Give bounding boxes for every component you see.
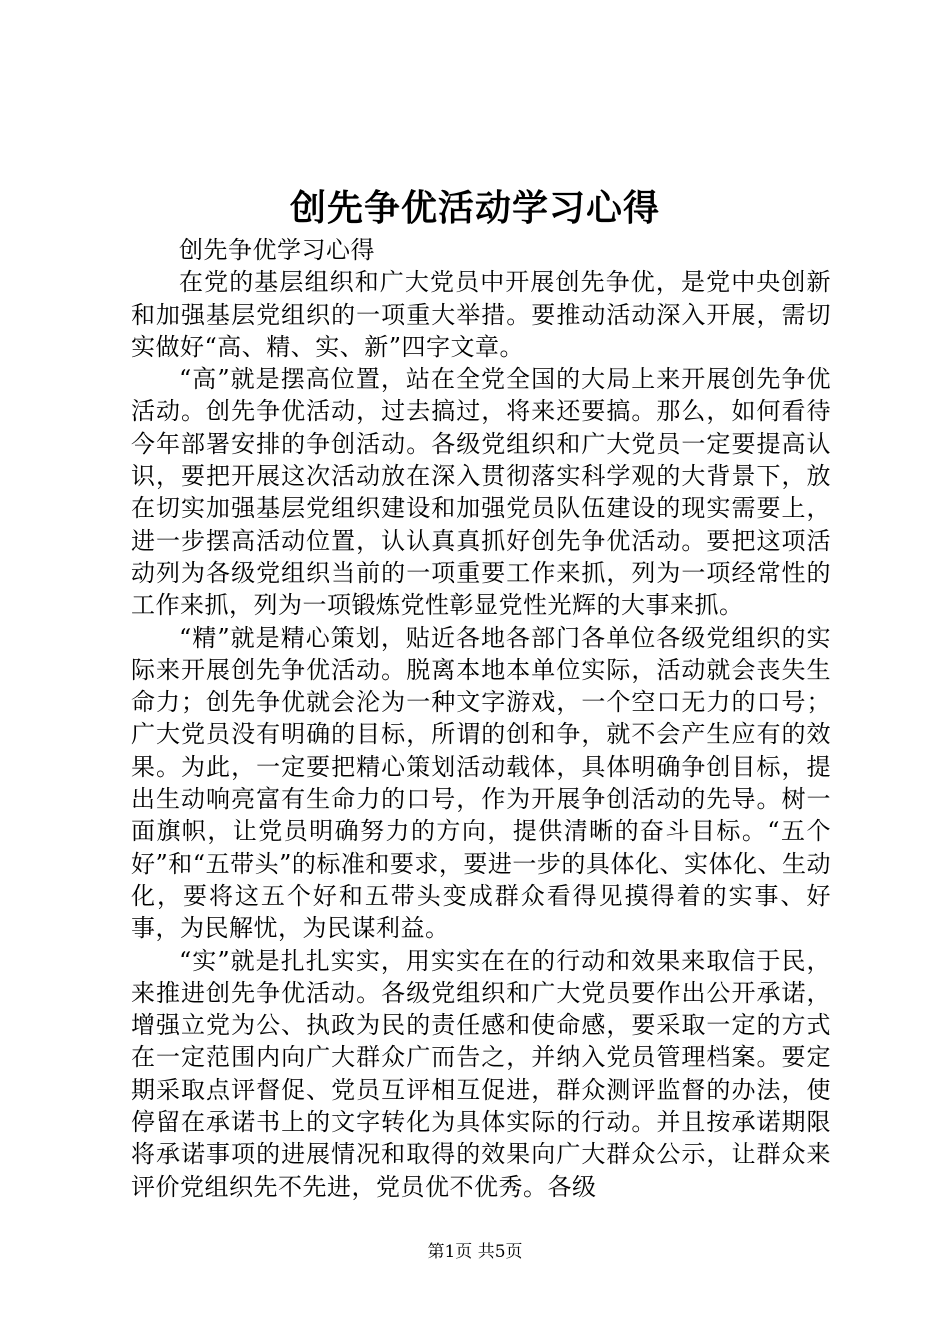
gao-paragraph: “高”就是摆高位置，站在全党全国的大局上来开展创先争优活动。创先争优活动，过去搞过，将来还要搞。那么，如何看待今年部署安排的争创活动。各级党组织和广大党员一定要提高认识，要把开展这次活动放在深入贯彻落实科学观的大背景下，放在切实加强基层党组织建设和加强党员队伍建设的现实需要上，进一步摆高活动位置，认认真真抓好创先争优活动。要把这项活动列为各级党组织当前的一项重要工作来抓，列为一项经常性的工作来抓，列为一项锻炼党性彰显党性光辉的大事来抓。 — [131, 365, 831, 620]
shi-paragraph: “实”就是扎扎实实，用实实在在的行动和效果来取信于民，来推进创先争优活动。各级党组织和广大党员要作出公开承诺，增强立党为公、执政为民的责任感和使命感，要采取一定的方式在一定范围内向广大群众广而告之，并纳入党员管理档案。要定期采取点评督促、党员互评相互促进，群众测评监督的办法，使停留在承诺书上的文字转化为具体实际的行动。并且按承诺期限将承诺事项的进展情况和取得的效果向广大群众公示，让群众来评价党组织先不先进，党员优不优秀。各级 — [131, 946, 831, 1201]
subtitle-paragraph: 创先争优学习心得 — [179, 236, 375, 264]
intro-paragraph: 在党的基层组织和广大党员中开展创先争优，是党中央创新和加强基层党组织的一项重大举措。要推动活动深入开展，需切实做好“高、精、实、新”四字文章。 — [131, 268, 831, 361]
document-body — [131, 234, 831, 1203]
jing-paragraph: “精”就是精心策划，贴近各地各部门各单位各级党组织的实际来开展创先争优活动。脱离本地本单位实际，活动就会丧失生命力；创先争优就会沦为一种文字游戏，一个空口无力的口号；广大党员没有明确的目标，所谓的创和争，就不会产生应有的效果。为此，一定要把精心策划活动载体，具体明确争创目标，提出生动响亮富有生命力的口号，作为开展争创活动的先导。树一面旗帜，让党员明确努力的方向，提供清晰的奋斗目标。“五个好”和“五带头”的标准和要求，要进一步的具体化、实体化、生动化，要将这五个好和五带头变成群众看得见摸得着的实事、好事，为民解忧，为民谋利益。 — [131, 623, 831, 943]
document-title: 创先争优活动学习心得 — [289, 187, 660, 229]
page-number-footer: 第1页 共5页 — [427, 1242, 523, 1262]
